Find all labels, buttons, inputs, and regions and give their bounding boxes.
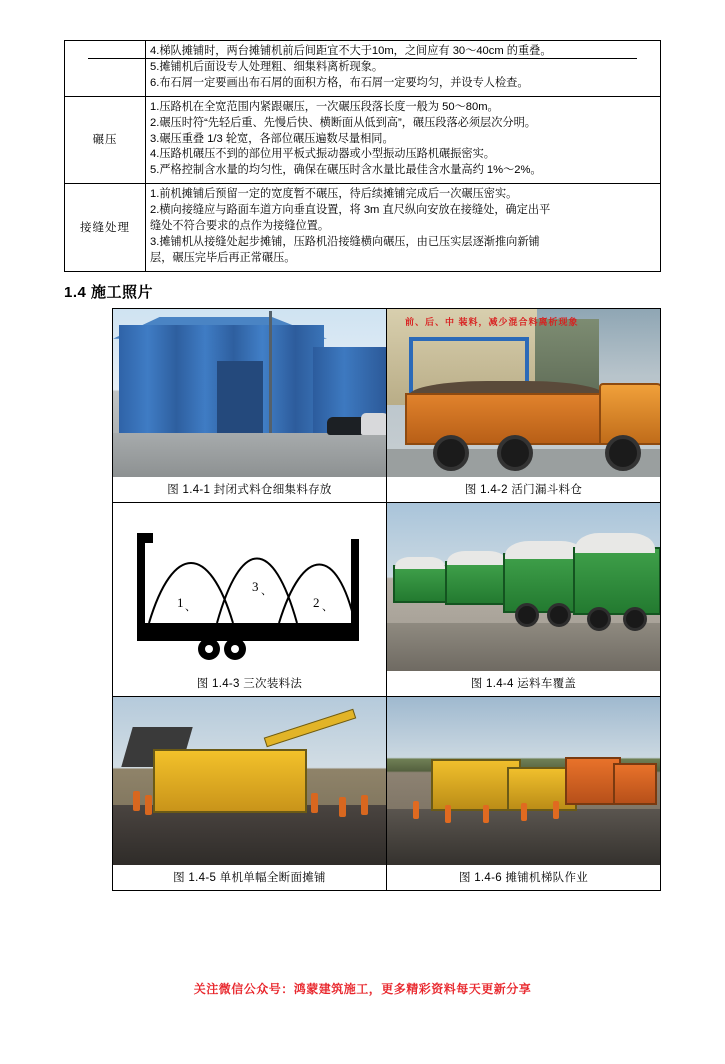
row-line: 3.碾压重叠 1/3 轮宽，各部位碾压遍数尽量相同。 — [150, 132, 394, 145]
photo-cell — [387, 308, 661, 502]
row-content — [146, 41, 661, 97]
photo-cell — [387, 502, 661, 696]
page-top-rule — [88, 58, 637, 59]
row-line: 缝处不符合要求的点作为接缝位置。 — [150, 220, 330, 233]
worker — [145, 795, 152, 815]
row-content — [146, 96, 661, 184]
photo-single-machine-full-width-paving — [113, 697, 386, 865]
document-page — [0, 40, 725, 1064]
worker — [413, 801, 419, 819]
svg-text:2: 2 — [313, 594, 320, 610]
worker — [445, 805, 451, 823]
worker — [521, 803, 527, 821]
photo-three-stage-loading-diagram — [113, 503, 386, 671]
photo-caption: 图 1.4-3 三次装料法 — [196, 677, 303, 690]
worker — [361, 795, 368, 815]
truck-wheel — [587, 607, 611, 631]
svg-text:3: 3 — [252, 578, 259, 594]
photo-caption: 图 1.4-6 摊铺机梯队作业 — [458, 871, 589, 884]
truck-tarp — [447, 551, 507, 565]
ground-surface — [113, 433, 386, 477]
worker — [133, 791, 140, 811]
row-line: 1.压路机在全宽范围内紧跟碾压，一次碾压段落长度一般为 50～80m。 — [150, 100, 499, 113]
row-line: 2.横向接缝应与路面车道方向垂直设置，将 3m 直尺纵向安放在接缝处，确定出平 — [150, 204, 551, 217]
shed-door — [217, 361, 263, 433]
row-content — [146, 184, 661, 272]
photo-caption: 图 1.4-2 活门漏斗料仓 — [464, 483, 583, 496]
photo-caption: 图 1.4-1 封闭式料仓细集料存放 — [167, 483, 332, 496]
truck-wheel — [497, 435, 533, 471]
construction-requirements-table — [64, 40, 661, 272]
footer-promo-text: 关注微信公众号：鸿蒙建筑施工，更多精彩资料每天更新分享 — [193, 982, 532, 996]
photo-cell — [387, 696, 661, 890]
truck-tarp — [575, 533, 655, 553]
crane-arm — [264, 709, 356, 748]
photo-closed-aggregate-storage — [113, 309, 386, 477]
haul-truck — [393, 565, 451, 603]
truck-wheel — [623, 607, 647, 631]
svg-text:1: 1 — [177, 594, 184, 610]
svg-text:、: 、 — [322, 600, 333, 613]
truck-tarp — [395, 557, 445, 569]
photo-flap-hopper-bin — [387, 309, 660, 477]
row-line: 5.摊铺机后面设专人处理粗、细集料离析现象。 — [150, 60, 384, 73]
photo-grid — [112, 308, 661, 891]
photo-caption: 图 1.4-4 运料车覆盖 — [470, 677, 577, 690]
svg-text:、: 、 — [185, 600, 196, 613]
haul-truck — [613, 763, 657, 805]
row-line: 2.碾压时符“先轻后重、先慢后快、横断面从低到高”，碾压段落必须层次分明。 — [150, 116, 536, 129]
photo-paver-echelon-operation — [387, 697, 660, 865]
row-line: 层，碾压完毕后再正常碾压。 — [150, 251, 296, 264]
photo-cell — [113, 502, 387, 696]
haul-truck — [573, 547, 660, 615]
row-label — [65, 41, 146, 97]
worker — [553, 801, 559, 819]
row-line: 1.前机摊铺后预留一定的宽度暂不碾压，待后续摊铺完成后一次碾压密实。 — [150, 188, 518, 201]
photo-banner-text: 前、后、中 装料，减少混合料离析现象 — [405, 316, 579, 327]
photo-row — [113, 696, 661, 890]
row-line: 5.严格控制含水量的均匀性，确保在碾压时含水量比最佳含水量高约 1%～2%。 — [150, 164, 542, 177]
worker — [339, 797, 346, 817]
paver-machine — [153, 749, 307, 813]
truck-wheel — [433, 435, 469, 471]
worker — [311, 793, 318, 813]
utility-pole — [269, 311, 272, 435]
photo-cell — [113, 696, 387, 890]
photo-row — [113, 308, 661, 502]
road-surface — [387, 623, 660, 671]
row-line: 6.布石屑一定要画出布石屑的面积方格，布石屑一定要均匀，并设专人检查。 — [150, 76, 529, 89]
table-row — [65, 96, 661, 184]
truck-wheel — [547, 603, 571, 627]
svg-text:、: 、 — [261, 584, 272, 597]
row-label: 接缝处理 — [65, 184, 146, 272]
photo-row — [113, 502, 661, 696]
row-label: 碾压 — [65, 96, 146, 184]
row-line: 4.压路机碾压不到的部位用平板式振动器或小型振动压路机碾振密实。 — [150, 148, 495, 161]
truck-wheel — [515, 603, 539, 627]
truck-wheel — [605, 435, 641, 471]
row-line: 4.梯队摊铺时，两台摊铺机前后间距宜不大于10m，之间应有 30～40cm 的重叠。 — [150, 45, 552, 57]
photo-caption: 图 1.4-5 单机单幅全断面摊铺 — [173, 871, 326, 884]
photo-cell — [113, 308, 387, 502]
section-heading: 1.4 施工照片 — [64, 283, 154, 301]
parked-van — [361, 413, 386, 435]
worker — [483, 805, 489, 823]
photo-haul-truck-covering — [387, 503, 660, 671]
table-row — [65, 184, 661, 272]
table-row — [65, 41, 661, 97]
row-line: 3.摊铺机从接缝处起步摊铺，压路机沿接缝横向碾压，由已压实层逐渐推向新铺 — [150, 235, 540, 248]
loading-diagram-svg — [113, 503, 386, 671]
